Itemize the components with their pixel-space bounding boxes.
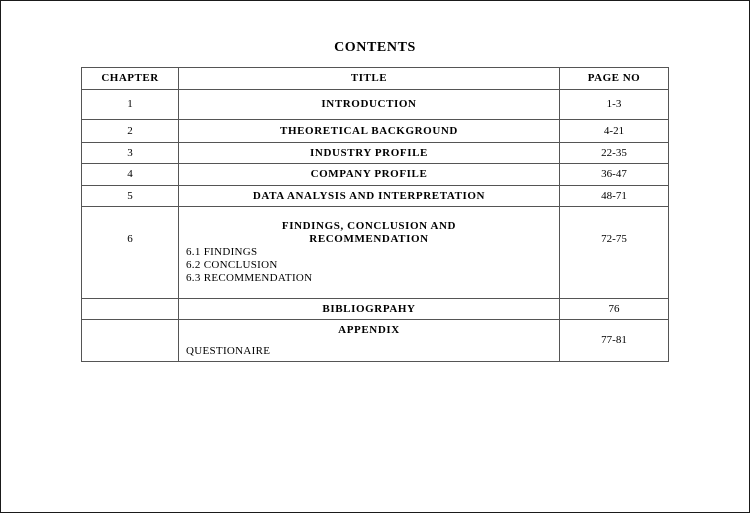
chapter-number: 6 — [82, 207, 179, 299]
page-range: 1-3 — [560, 90, 669, 120]
chapter-title-line: FINDINGS, CONCLUSION AND — [281, 220, 457, 232]
chapter-title-cell — [179, 320, 560, 362]
subsection-item: 6.2 CONCLUSION — [186, 259, 278, 271]
page-range: 36-47 — [560, 164, 669, 186]
chapter-title-line: RECOMMENDATION — [309, 233, 429, 245]
page-range: 77-81 — [560, 320, 669, 362]
table-row — [82, 143, 669, 164]
column-header-title: TITLE — [179, 68, 560, 90]
column-header-chapter: CHAPTER — [82, 68, 179, 90]
table-row — [82, 320, 669, 362]
contents-table — [81, 67, 669, 362]
chapter-number: 1 — [82, 90, 179, 120]
chapter-title-line: APPENDIX — [338, 323, 400, 336]
subsection-item: 6.1 FINDINGS — [186, 246, 258, 258]
chapter-number: 5 — [82, 186, 179, 207]
chapter-number: 4 — [82, 164, 179, 186]
page-range: 22-35 — [560, 143, 669, 164]
chapter-title-cell — [179, 207, 560, 299]
table-row — [82, 186, 669, 207]
chapter-number — [82, 299, 179, 320]
chapter-title: THEORETICAL BACKGROUND — [179, 120, 560, 143]
chapter-number: 3 — [82, 143, 179, 164]
page-title: CONTENTS — [334, 40, 416, 55]
chapter-title: DATA ANALYSIS AND INTERPRETATION — [179, 186, 560, 207]
chapter-title: BIBLIOGRPAHY — [179, 299, 560, 320]
chapter-title: INTRODUCTION — [179, 90, 560, 120]
chapter-number — [82, 320, 179, 362]
subsection-item: 6.3 RECOMMENDATION — [186, 272, 313, 284]
chapter-title: COMPANY PROFILE — [179, 164, 560, 186]
page-range: 48-71 — [560, 186, 669, 207]
table-row — [82, 90, 669, 120]
table-row — [82, 207, 669, 299]
table-row — [82, 164, 669, 186]
column-header-page: PAGE NO — [560, 68, 669, 90]
page-range: 4-21 — [560, 120, 669, 143]
page-range: 72-75 — [560, 207, 669, 299]
table-row — [82, 299, 669, 320]
table-header-row — [82, 68, 669, 90]
chapter-number: 2 — [82, 120, 179, 143]
chapter-title: INDUSTRY PROFILE — [179, 143, 560, 164]
subsection-item: QUESTIONAIRE — [186, 344, 271, 357]
table-row — [82, 120, 669, 143]
page-range: 76 — [560, 299, 669, 320]
